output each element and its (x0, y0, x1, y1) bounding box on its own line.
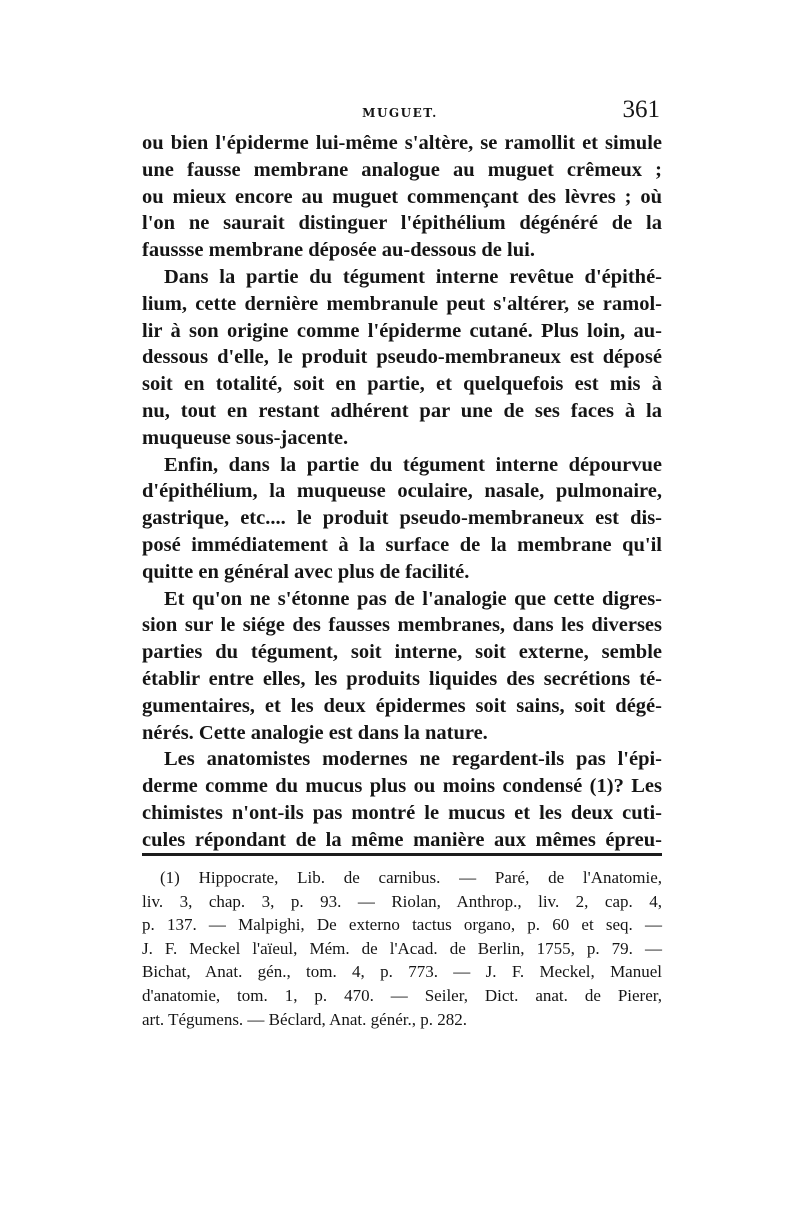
body-line: gastrique, etc.... le produit pseudo-membraneux est dis- (142, 507, 662, 530)
body-text (142, 130, 662, 854)
body-line: gumentaires, et les deux épidermes soit sains, soit dégé- (142, 694, 662, 717)
footnote-line: liv. 3, chap. 3, p. 93. — Riolan, Anthrop., liv. 2, cap. 4, (142, 891, 662, 911)
body-line: établir entre elles, les produits liquides des secrétions té- (142, 667, 662, 690)
body-line: parties du tégument, soit interne, soit externe, semble (142, 641, 662, 664)
page-number: 361 (622, 96, 660, 123)
body-line: lir à son origine comme l'épiderme cutané. Plus loin, au- (142, 319, 662, 342)
body-line: d'épithélium, la muqueuse oculaire, nasale, pulmonaire, (142, 480, 662, 503)
body-line: ou bien l'épiderme lui-même s'altère, se ramollit et simule (142, 132, 662, 154)
body-line: quitte en général avec plus de facilité. (142, 560, 470, 583)
body-line: Enfin, dans la partie du tégument interne dépourvue (164, 453, 662, 476)
body-line: nu, tout en restant adhérent par une de ses faces à la (142, 399, 662, 422)
footnote-line: (1) Hippocrate, Lib. de carnibus. — Paré, de l'Anatomie, (160, 868, 662, 887)
body-line: nérés. Cette analogie est dans la nature. (142, 721, 488, 744)
footnote-line: J. F. Meckel l'aïeul, Mém. de l'Acad. de Berlin, 1755, p. 79. — (142, 938, 662, 958)
footnote-line: p. 137. — Malpighi, De externo tactus organo, p. 60 et seq. — (142, 915, 662, 935)
footnote-rule (142, 853, 662, 856)
body-line: ou mieux encore au muguet commençant des lèvres ; où (142, 185, 662, 208)
body-line: Et qu'on ne s'étonne pas de l'analogie que cette digres- (164, 587, 662, 610)
body-line: une fausse membrane analogue au muguet crêmeux ; (142, 158, 662, 181)
body-line: faussse membrane déposée au-dessous de lui. (142, 239, 535, 262)
body-line: cules répondant de la même manière aux mêmes épreu- (142, 828, 662, 851)
footnote-line: art. Tégumens. — Béclard, Anat. génér., p. 282. (142, 1009, 467, 1029)
body-line: soit en totalité, soit en partie, et quelquefois est mis à (142, 373, 662, 396)
body-line: sion sur le siége des fausses membranes, dans les diverses (142, 614, 662, 637)
running-title: MUGUET. (362, 106, 438, 120)
body-line: derme comme du mucus plus ou moins condensé (1)? Les (142, 775, 662, 798)
body-line: dessous d'elle, le produit pseudo-membraneux est déposé (142, 346, 662, 369)
body-line: Les anatomistes modernes ne regardent-ils pas l'épi- (164, 748, 662, 771)
running-head (140, 96, 660, 124)
body-line: Dans la partie du tégument interne revêtue d'épithé- (164, 265, 662, 288)
footnote-line: d'anatomie, tom. 1, p. 470. — Seiler, Dict. anat. de Pierer, (142, 985, 662, 1005)
body-line: posé immédiatement à la surface de la membrane qu'il (142, 533, 662, 556)
body-line: l'on ne saurait distinguer l'épithélium dégénéré de la (142, 212, 662, 235)
footnotes (142, 866, 662, 1031)
footnote-line: Bichat, Anat. gén., tom. 4, p. 773. — J. F. Meckel, Manuel (142, 962, 662, 982)
body-line: chimistes n'ont-ils pas montré le mucus et les deux cuti- (142, 801, 662, 824)
body-line: lium, cette dernière membranule peut s'altérer, se ramol- (142, 292, 662, 315)
body-line: muqueuse sous-jacente. (142, 426, 349, 449)
